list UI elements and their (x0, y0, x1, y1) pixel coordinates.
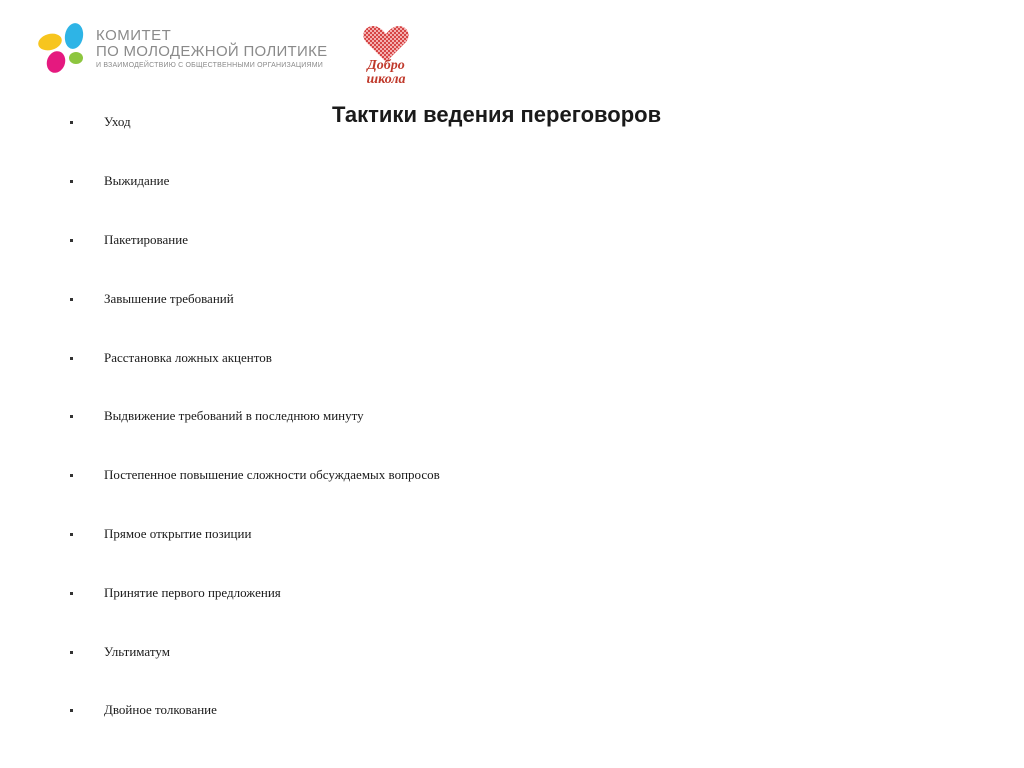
dobro-school-logo (358, 24, 414, 90)
list-item (70, 526, 670, 546)
bullet-icon (70, 298, 73, 301)
committee-text (96, 28, 327, 71)
list-item-text: Расстановка ложных акцентов (104, 350, 272, 365)
committee-logo (36, 22, 328, 82)
bullet-icon (70, 592, 73, 595)
bullet-icon (70, 533, 73, 536)
list-item-text: Выжидание (104, 173, 170, 188)
list-item-text: Пакетирование (104, 232, 188, 247)
list-item (70, 114, 670, 134)
committee-line2: ПО МОЛОДЕЖНОЙ ПОЛИТИКЕ (96, 43, 328, 60)
list-item (70, 232, 670, 252)
list-item-text: Прямое открытие позиции (104, 526, 252, 541)
list-item (70, 585, 670, 605)
bullet-icon (70, 415, 73, 418)
page-title: Тактики ведения переговоров (332, 102, 662, 127)
bullet-icon (70, 709, 73, 712)
list-item (70, 291, 670, 311)
committee-line1: КОМИТЕТ (96, 27, 172, 44)
list-item (70, 173, 670, 193)
bullet-icon (70, 651, 73, 654)
list-item-text: Постепенное повышение сложности обсуждаемых вопросов (104, 467, 440, 482)
dobro-text (358, 59, 414, 87)
list-item (70, 408, 670, 428)
list-item (70, 350, 670, 370)
bullet-icon (70, 474, 73, 477)
list-item-text: Уход (104, 114, 131, 129)
bullet-icon (70, 357, 73, 360)
dobro-line1: Добро (367, 58, 405, 73)
list-item (70, 644, 670, 664)
committee-line3: И ВЗАИМОДЕЙСТВИЮ С ОБЩЕСТВЕННЫМИ ОРГАНИЗАЦИЯМИ (96, 62, 323, 69)
list-item-text: Принятие первого предложения (104, 585, 281, 600)
list-item-text: Двойное толкование (104, 702, 217, 717)
list-item-text: Завышение требований (104, 291, 234, 306)
bullet-icon (70, 180, 73, 183)
bullet-icon (70, 121, 73, 124)
dobro-line2: школа (366, 72, 406, 87)
bullet-icon (70, 239, 73, 242)
list-item (70, 467, 670, 487)
butterfly-logo-icon (36, 22, 94, 78)
list-item (70, 702, 670, 722)
list-item-text: Выдвижение требований в последнюю минуту (104, 408, 364, 423)
list-item-text: Ультиматум (104, 644, 170, 659)
